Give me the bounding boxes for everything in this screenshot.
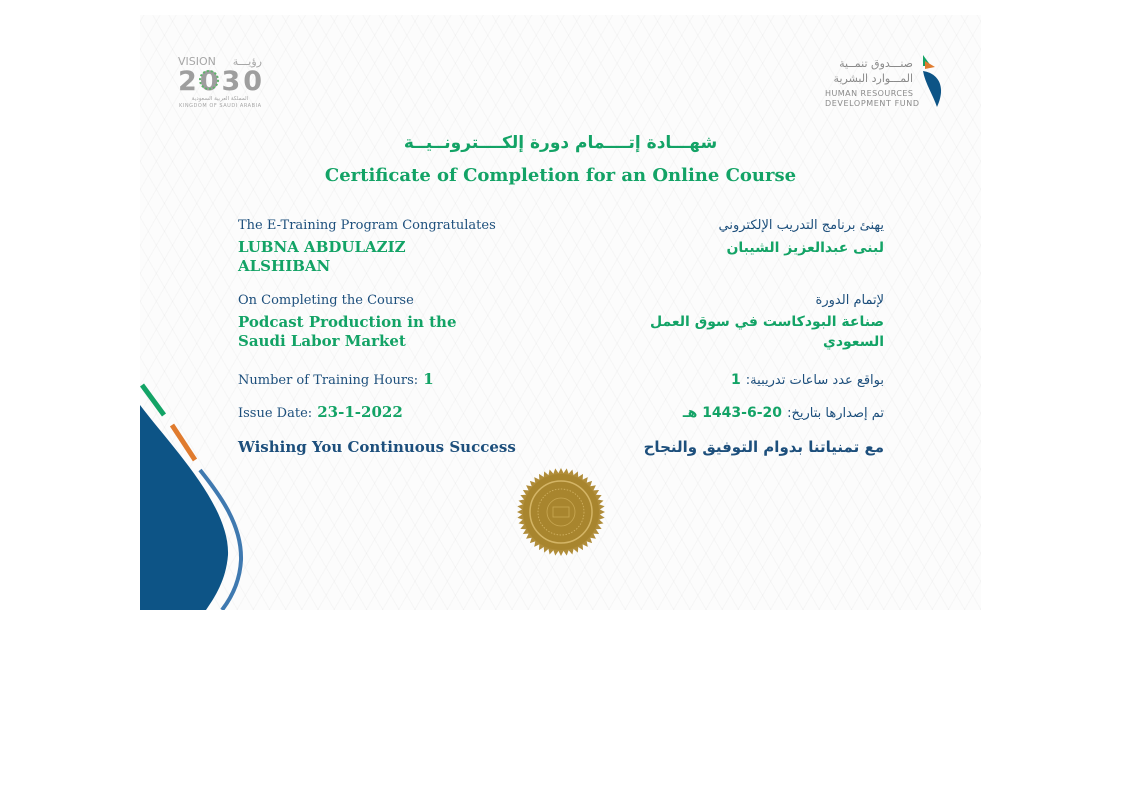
vision-country-en: KINGDOM OF SAUDI ARABIA	[179, 103, 261, 109]
hrdf-mark-orange	[925, 61, 935, 69]
vision-text: VISION	[178, 55, 216, 68]
recipient-section-ar	[604, 218, 884, 258]
recipient-label-ar: يهنئ برنامج التدريب الإلكتروني	[718, 218, 884, 233]
vision-country-ar: المملكة العربية السعودية	[191, 96, 249, 102]
course-section-ar	[604, 293, 884, 352]
issue-date-en	[238, 402, 538, 422]
closing-en: Wishing You Continuous Success	[238, 438, 516, 456]
hrdf-en-line2: DEVELOPMENT FUND	[825, 99, 919, 108]
hrdf-ar-line2: المـــوارد البشرية	[833, 72, 913, 85]
recipient-name-en-line1: LUBNA ABDULAZIZ	[238, 238, 406, 256]
title-arabic: شهـــادة إتــــمام دورة إلكــــترونــيــة	[403, 133, 718, 153]
course-label-en: On Completing the Course	[238, 293, 414, 308]
course-name-ar-line1: صناعة البودكاست في سوق العمل	[649, 314, 884, 330]
course-label-ar: لإتمام الدورة	[815, 293, 884, 308]
recipient-label-en: The E-Training Program Congratulates	[238, 218, 496, 233]
title-english: Certificate of Completion for an Online Course	[324, 165, 797, 186]
hours-ar	[604, 369, 884, 390]
recipient-section-en	[238, 218, 508, 276]
hrdf-mark-blue	[923, 71, 941, 107]
hrdf-en-line1: HUMAN RESOURCES	[825, 89, 913, 98]
issue-label-en: Issue Date:	[238, 406, 313, 421]
issue-date-ar	[604, 402, 884, 423]
course-name-en-line2: Saudi Labor Market	[238, 332, 406, 350]
closing-ar: مع تمنياتنا بدوام التوفيق والنجاح	[643, 438, 884, 456]
course-name-ar	[604, 312, 884, 352]
course-name-en-line1: Podcast Production in the	[238, 313, 457, 331]
issue-value-ar: 20-6-1443 هـ	[682, 405, 783, 421]
recipient-name-ar: لبنى عبدالعزيز الشيبان	[726, 240, 884, 256]
vision-ar-text: رؤيـــة	[232, 55, 262, 68]
vision-2030-logo	[178, 53, 262, 109]
vision-year: 2030	[178, 66, 262, 97]
hours-label-en: Number of Training Hours:	[238, 373, 419, 388]
hours-label-ar: بواقع عدد ساعات تدريبية:	[745, 373, 884, 388]
issue-label-ar: تم إصدارها بتاريخ:	[787, 406, 884, 421]
recipient-name-en-line2: ALSHIBAN	[238, 257, 331, 275]
hours-en	[238, 369, 538, 389]
gold-seal-icon	[516, 467, 606, 557]
hours-value-ar: 1	[730, 372, 741, 388]
hours-value-en: 1	[423, 370, 434, 388]
recipient-name-en	[238, 238, 508, 276]
hrdf-ar-line1: صنـــدوق تنمــية	[839, 57, 913, 70]
course-name-en	[238, 313, 508, 351]
hrdf-logo	[825, 53, 945, 109]
certificate	[140, 15, 981, 610]
issue-value-en: 23-1-2022	[317, 403, 403, 421]
course-name-ar-line2: السعودي	[823, 334, 884, 350]
course-section-en	[238, 293, 508, 351]
corner-decoration	[140, 375, 250, 610]
